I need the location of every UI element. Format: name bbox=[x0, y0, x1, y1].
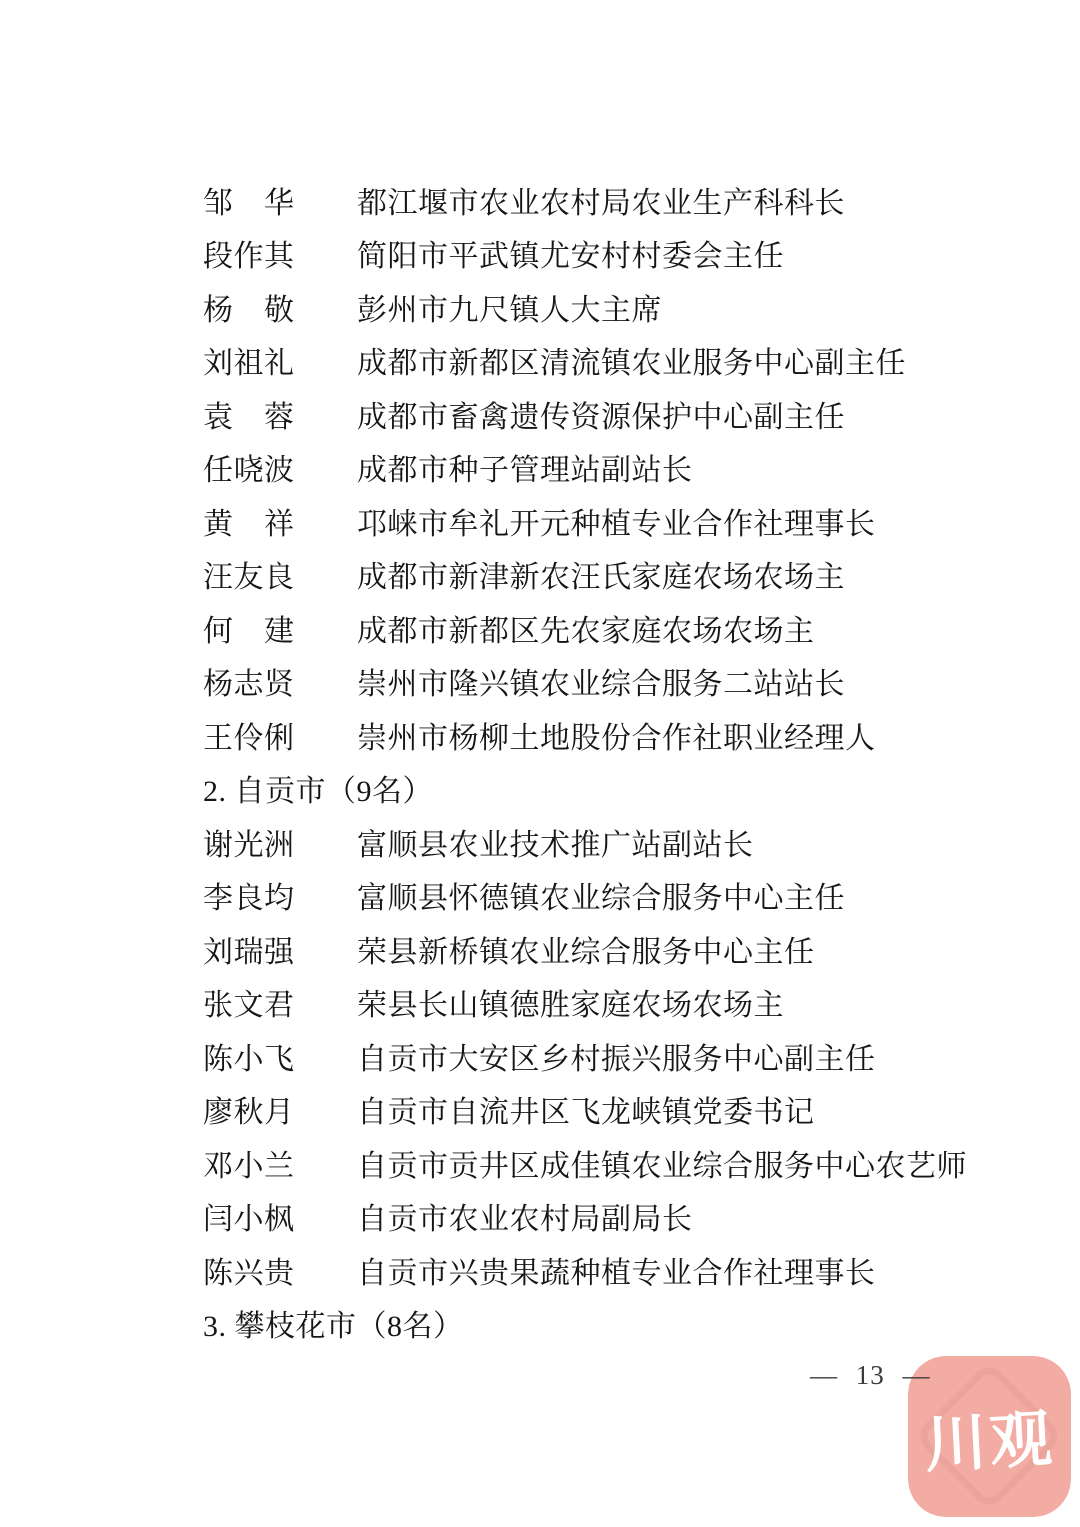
roster-list bbox=[203, 173, 1003, 1350]
roster-row bbox=[203, 494, 1003, 548]
roster-row bbox=[203, 334, 1003, 388]
person-position: 成都市新都区清流镇农业服务中心副主任 bbox=[357, 347, 906, 381]
roster-row bbox=[203, 976, 1003, 1030]
roster-row bbox=[203, 869, 1003, 923]
roster-row bbox=[203, 922, 1003, 976]
roster-row bbox=[203, 815, 1003, 869]
person-name: 刘瑞强 bbox=[203, 935, 295, 969]
roster-row bbox=[203, 441, 1003, 495]
person-position: 成都市种子管理站副站长 bbox=[357, 454, 693, 488]
person-position: 简阳市平武镇尤安村村委会主任 bbox=[357, 240, 784, 274]
chuanguan-logo-watermark bbox=[908, 1356, 1071, 1517]
section-heading-text: 2. 自贡市（9名） bbox=[203, 775, 433, 809]
person-position: 彭州市九尺镇人大主席 bbox=[357, 293, 662, 327]
person-name: 杨志贤 bbox=[203, 668, 295, 702]
person-position: 崇州市杨柳土地股份合作社职业经理人 bbox=[357, 721, 876, 755]
roster-row bbox=[203, 655, 1003, 709]
person-name: 张文君 bbox=[203, 989, 295, 1023]
roster-row bbox=[203, 173, 1003, 227]
person-position: 自贡市大安区乡村振兴服务中心副主任 bbox=[357, 1042, 876, 1076]
person-name: 汪友良 bbox=[203, 561, 295, 595]
person-name: 陈兴贵 bbox=[203, 1256, 295, 1290]
person-name: 李良均 bbox=[203, 882, 295, 916]
person-name: 邓小兰 bbox=[203, 1149, 295, 1183]
person-name: 邹 华 bbox=[203, 186, 295, 220]
person-position: 成都市畜禽遗传资源保护中心副主任 bbox=[357, 400, 845, 434]
person-name: 廖秋月 bbox=[203, 1096, 295, 1130]
person-position: 都江堰市农业农村局农业生产科科长 bbox=[357, 186, 845, 220]
person-position: 荣县长山镇德胜家庭农场农场主 bbox=[357, 989, 784, 1023]
person-name: 袁 蓉 bbox=[203, 400, 295, 434]
person-position: 富顺县农业技术推广站副站长 bbox=[357, 828, 754, 862]
person-name: 杨 敬 bbox=[203, 293, 295, 327]
roster-row bbox=[203, 1243, 1003, 1297]
roster-row bbox=[203, 601, 1003, 655]
person-position: 自贡市贡井区成佳镇农业综合服务中心农艺师 bbox=[357, 1149, 967, 1183]
section-heading bbox=[203, 762, 1003, 816]
person-name: 谢光洲 bbox=[203, 828, 295, 862]
logo-text: 川观 bbox=[922, 1401, 1057, 1482]
person-position: 成都市新津新农汪氏家庭农场农场主 bbox=[357, 561, 845, 595]
page-number: — 13 — bbox=[810, 1360, 931, 1390]
roster-row bbox=[203, 548, 1003, 602]
section-heading-text: 3. 攀枝花市（8名） bbox=[203, 1310, 464, 1344]
person-position: 自贡市农业农村局副局长 bbox=[357, 1203, 693, 1237]
roster-row bbox=[203, 1190, 1003, 1244]
roster-row bbox=[203, 1083, 1003, 1137]
person-name: 任哓波 bbox=[203, 454, 295, 488]
person-name: 王伶俐 bbox=[203, 721, 295, 755]
roster-row bbox=[203, 280, 1003, 334]
person-name: 闫小枫 bbox=[203, 1203, 295, 1237]
person-name: 段作其 bbox=[203, 240, 295, 274]
person-name: 刘祖礼 bbox=[203, 347, 295, 381]
person-position: 自贡市自流井区飞龙峡镇党委书记 bbox=[357, 1096, 815, 1130]
person-position: 崇州市隆兴镇农业综合服务二站站长 bbox=[357, 668, 845, 702]
person-name: 陈小飞 bbox=[203, 1042, 295, 1076]
roster-row bbox=[203, 227, 1003, 281]
person-name: 黄 祥 bbox=[203, 507, 295, 541]
person-position: 邛崃市牟礼开元种植专业合作社理事长 bbox=[357, 507, 876, 541]
roster-row bbox=[203, 387, 1003, 441]
person-position: 成都市新都区先农家庭农场农场主 bbox=[357, 614, 815, 648]
roster-row bbox=[203, 1136, 1003, 1190]
section-heading bbox=[203, 1297, 1003, 1351]
person-position: 荣县新桥镇农业综合服务中心主任 bbox=[357, 935, 815, 969]
person-position: 自贡市兴贵果蔬种植专业合作社理事长 bbox=[357, 1256, 876, 1290]
person-position: 富顺县怀德镇农业综合服务中心主任 bbox=[357, 882, 845, 916]
roster-row bbox=[203, 1029, 1003, 1083]
roster-row bbox=[203, 708, 1003, 762]
person-name: 何 建 bbox=[203, 614, 295, 648]
